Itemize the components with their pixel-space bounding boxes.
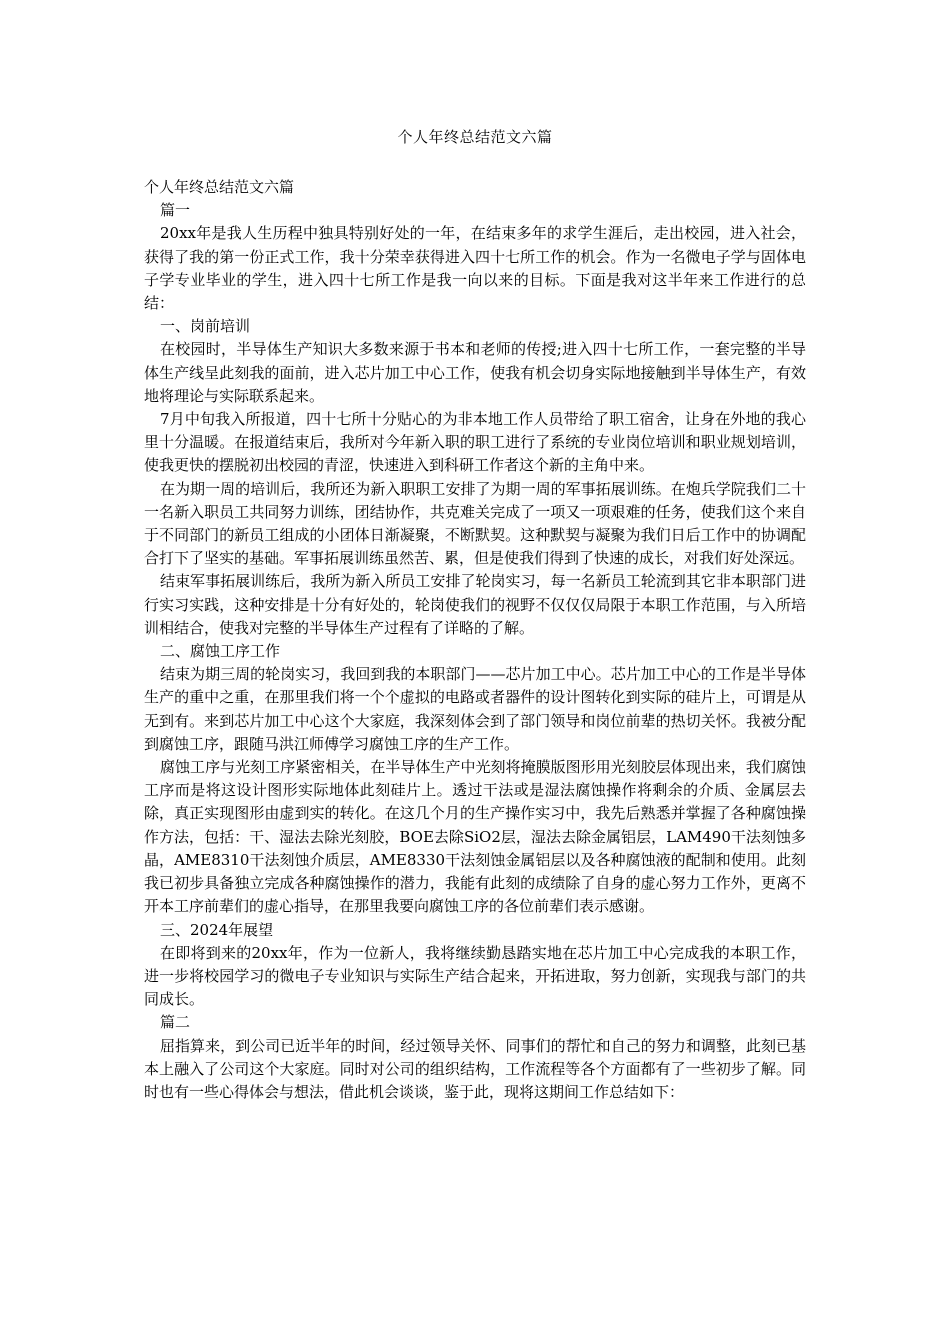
subheading-3: 三、2024年展望 bbox=[160, 920, 274, 939]
paragraph: 在校园时，半导体生产知识大多数来源于书本和老师的传授;进入四十七所工作，一套完整的半导体生产线呈此刻我的面前，进入芯片加工中心工作，使我有机会切身实际地接触到半导体生产，有效地将理论与实际联系起来。 bbox=[144, 340, 806, 405]
paragraph: 20xx年是我人生历程中独具特别好处的一年，在结束多年的求学生涯后，走出校园，进入社会，获得了我的第一份正式工作，我十分荣幸获得进入四十七所工作的机会。作为一名微电子学与固体电子学专业毕业的学生，进入四十七所工作是我一向以来的目标。下面是我对这半年来工作进行的总结： bbox=[144, 224, 806, 313]
document-title: 个人年终总结范文六篇 bbox=[397, 128, 553, 146]
paragraph: 7月中旬我入所报道，四十七所十分贴心的为非本地工作人员带给了职工宿舍，让身在外地的我心里十分温暖。在报道结束后，我所对今年新入职的职工进行了系统的专业岗位培训和职业规划培训，使我更快的摆脱初出校园的青涩，快速进入到科研工作者这个新的主角中来。 bbox=[144, 410, 806, 475]
body-heading: 个人年终总结范文六篇 bbox=[144, 178, 295, 196]
section-label-pian-2: 篇二 bbox=[160, 1013, 191, 1032]
paragraph: 结束军事拓展训练后，我所为新入所员工安排了轮岗实习，每一名新员工轮流到其它非本职部门进行实习实践，这种安排是十分有好处的，轮岗使我们的视野不仅仅仅局限于本职工作范围，与入所培训相结合，使我对完整的半导体生产过程有了详略的了解。 bbox=[144, 572, 806, 637]
section-label-pian-1: 篇一 bbox=[160, 201, 191, 220]
paragraph: 屈指算来，到公司已近半年的时间，经过领导关怀、同事们的帮忙和自己的努力和调整，此刻已基本上融入了公司这个大家庭。同时对公司的组织结构，工作流程等各个方面都有了一些初步了解。同时也有一些心得体会与想法，借此机会谈谈，鉴于此，现将这期间工作总结如下： bbox=[144, 1036, 806, 1101]
subheading-2: 二、腐蚀工序工作 bbox=[160, 642, 281, 661]
subheading-1: 一、岗前培训 bbox=[160, 317, 251, 336]
paragraph: 腐蚀工序与光刻工序紧密相关，在半导体生产中光刻将掩膜版图形用光刻胶层体现出来，我们腐蚀工序而是将这设计图形实际地体此刻硅片上。透过干法或是湿法腐蚀操作将剩余的介质、金属层去除，真正实现图形由虚到实的转化。在这几个月的生产操作实习中，我先后熟悉并掌握了各种腐蚀操作方法，包括：干、湿法去除光刻胶，BOE去除SiO2层，湿法去除金属铝层，LAM490干法刻蚀多晶，AME8310干法刻蚀介质层，AME8330干法刻蚀金属铝层以及各种腐蚀液的配制和使用。此刻我已初步具备独立完成各种腐蚀操作的潜力，我能有此刻的成绩除了自身的虚心努力工作外，更离不开本工序前辈们的虚心指导，在那里我要向腐蚀工序的各位前辈们表示感谢。 bbox=[144, 758, 806, 916]
paragraph: 在为期一周的培训后，我所还为新入职职工安排了为期一周的军事拓展训练。在炮兵学院我们二十一名新入职员工共同努力训练，团结协作，共克难关完成了一项又一项艰难的任务，使我们这个来自于不同部门的新员工组成的小团体日渐凝聚，不断默契。这种默契与凝聚为我们日后工作中的协调配合打下了坚实的基础。军事拓展训练虽然苦、累，但是使我们得到了快速的成长，对我们好处深远。 bbox=[144, 479, 806, 568]
document-body bbox=[144, 176, 806, 1104]
paragraph: 结束为期三周的轮岗实习，我回到我的本职部门——芯片加工中心。芯片加工中心的工作是半导体生产的重中之重，在那里我们将一个个虚拟的电路或者器件的设计图转化到实际的硅片上，可谓是从无到有。来到芯片加工中心这个大家庭，我深刻体会到了部门领导和岗位前辈的热切关怀。我被分配到腐蚀工序，跟随马洪江师傅学习腐蚀工序的生产工作。 bbox=[144, 665, 806, 753]
paragraph: 在即将到来的20xx年，作为一位新人，我将继续勤恳踏实地在芯片加工中心完成我的本职工作，进一步将校园学习的微电子专业知识与实际生产结合起来，开拓进取，努力创新，实现我与部门的共同成长。 bbox=[144, 943, 806, 1009]
